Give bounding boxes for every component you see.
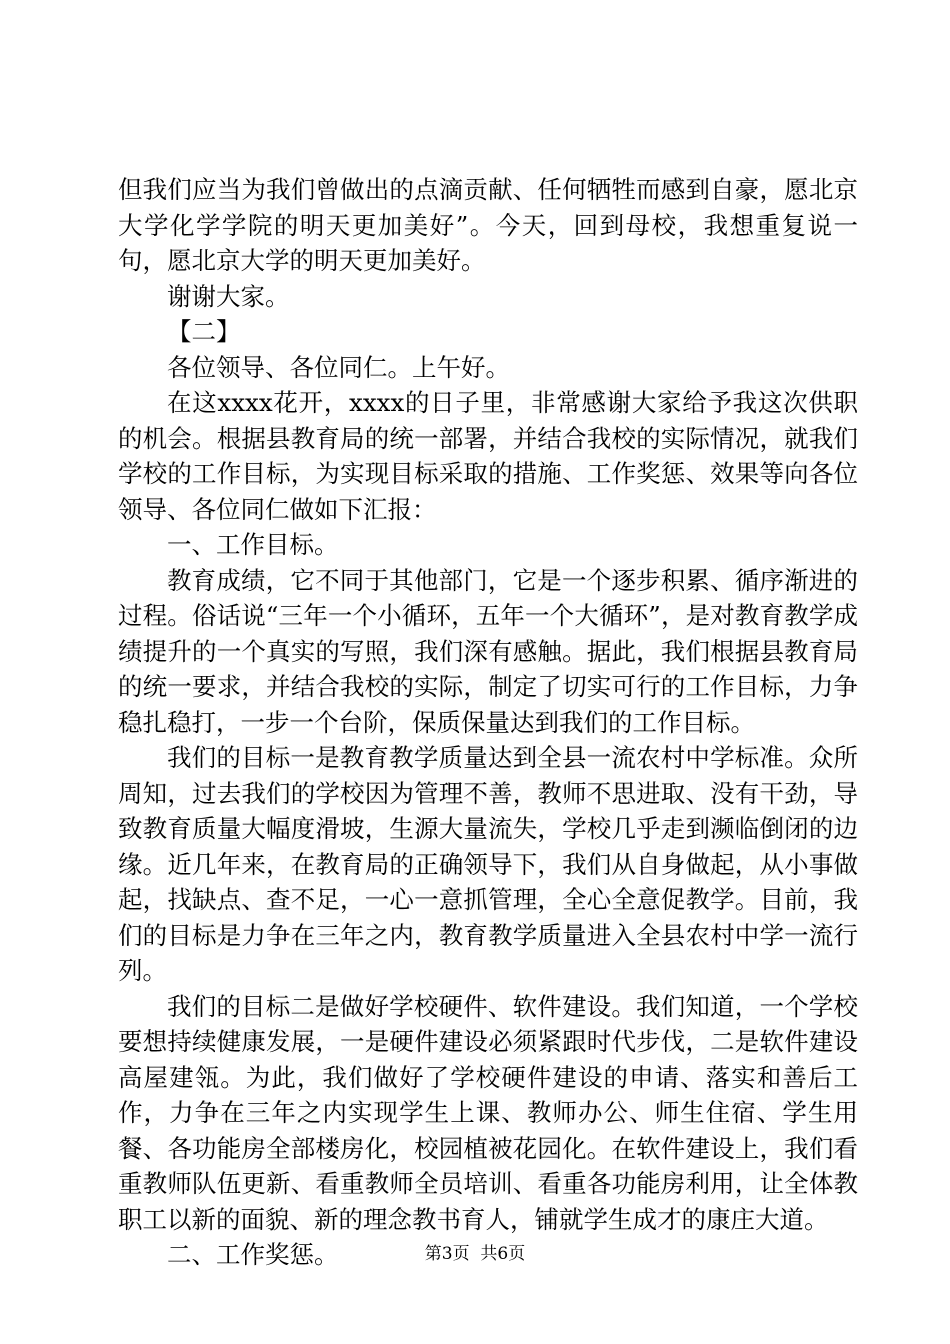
paragraph-education-results: 教育成绩，它不同于其他部门，它是一个逐步积累、循序渐进的过程。俗话说“三年一个小循环，五年一个大循环”，是对教育教学成绩提升的一个真实的写照，我们深有感触。据此，我们根据县教育局的统一要求，并结合我校的实际，制定了切实可行的工作目标，力争稳扎稳打，一步一个台阶，保质保量达到我们的工作目标。 bbox=[118, 565, 858, 737]
page-number: 第3页 共6页 bbox=[424, 1244, 526, 1264]
heading-rewards-penalties: 二、工作奖惩。 bbox=[167, 1240, 339, 1269]
paragraph-continuation: 但我们应当为我们曾做出的点滴贡献、任何牺牲而感到自豪，愿北京大学化学学院的明天更加美好”。今天，回到母校，我想重复说一句，愿北京大学的明天更加美好。 bbox=[118, 175, 858, 275]
paragraph-goal-two: 我们的目标二是做好学校硬件、软件建设。我们知道，一个学校要想持续健康发展，一是硬件建设必须紧跟时代步伐，二是软件建设高屋建瓴。为此，我们做好了学校硬件建设的申请、落实和善后工作，力争在三年之内实现学生上课、教师办公、师生住宿、学生用餐、各功能房全部楼房化，校园植被花园化。在软件建设上，我们看重教师队伍更新、看重教师全员培训、看重各功能房利用，让全体教职工以新的面貌、新的理念教书育人，铺就学生成才的康庄大道。 bbox=[118, 991, 858, 1234]
paragraph-intro: 在这xxxx花开，xxxx的日子里，非常感谢大家给予我这次供职的机会。根据县教育局的统一部署，并结合我校的实际情况，就我们学校的工作目标，为实现目标采取的措施、工作奖惩、效果等向各位领导、各位同仁做如下汇报： bbox=[118, 388, 858, 524]
section-heading-two: 【二】 bbox=[167, 317, 241, 346]
paragraph-greeting: 各位领导、各位同仁。上午好。 bbox=[167, 352, 510, 382]
paragraph-thanks: 谢谢大家。 bbox=[167, 281, 290, 311]
document-body bbox=[118, 172, 858, 1273]
paragraph-goal-one: 我们的目标一是教育教学质量达到全县一流农村中学标准。众所周知，过去我们的学校因为管理不善，教师不思进取、没有干劲，导致教育质量大幅度滑坡，生源大量流失，学校几乎走到濒临倒闭的边缘。近几年来，在教育局的正确领导下，我们从自身做起，从小事做起，找缺点、查不足，一心一意抓管理，全心全意促教学。目前，我们的目标是力争在三年之内，教育教学质量进入全县农村中学一流行列。 bbox=[118, 743, 858, 985]
page-footer bbox=[0, 1243, 950, 1265]
heading-work-goals: 一、工作目标。 bbox=[167, 530, 339, 559]
